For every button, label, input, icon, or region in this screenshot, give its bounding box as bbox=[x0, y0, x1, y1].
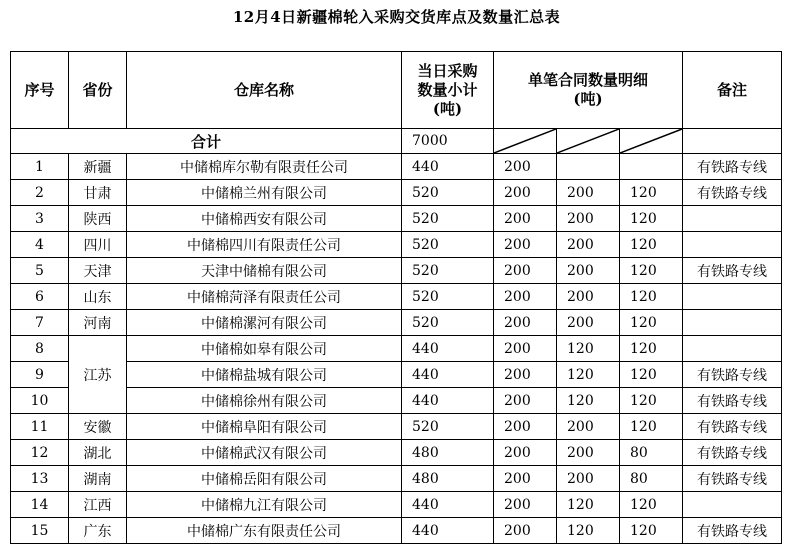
row-contract-2: 200 bbox=[557, 232, 620, 258]
row-contract-2: 200 bbox=[557, 258, 620, 284]
row-daily-subtotal: 440 bbox=[402, 388, 494, 414]
table-row bbox=[11, 258, 782, 284]
row-contract-3: 120 bbox=[620, 388, 683, 414]
row-seq: 3 bbox=[11, 206, 69, 232]
header-contract-detail bbox=[494, 52, 683, 129]
row-seq: 7 bbox=[11, 310, 69, 336]
row-warehouse: 中储棉西安有限公司 bbox=[127, 206, 402, 232]
diagonal-line bbox=[557, 129, 619, 153]
row-contract-1: 200 bbox=[494, 258, 557, 284]
row-contract-3: 120 bbox=[620, 310, 683, 336]
row-contract-1: 200 bbox=[494, 206, 557, 232]
total-diagonal-cell bbox=[494, 129, 557, 154]
row-contract-1: 200 bbox=[494, 466, 557, 492]
page-title: 12月4日新疆棉轮入采购交货库点及数量汇总表 bbox=[232, 8, 561, 26]
row-note: 有铁路专线 bbox=[683, 518, 782, 544]
row-contract-3: 80 bbox=[620, 440, 683, 466]
total-note bbox=[683, 129, 782, 154]
row-daily-subtotal: 520 bbox=[402, 310, 494, 336]
row-warehouse: 中储棉九江有限公司 bbox=[127, 492, 402, 518]
row-contract-2 bbox=[557, 154, 620, 180]
row-warehouse: 中储棉徐州有限公司 bbox=[127, 388, 402, 414]
row-province: 江西 bbox=[69, 492, 127, 518]
row-note bbox=[683, 232, 782, 258]
header-daily-subtotal bbox=[402, 52, 494, 129]
row-province: 天津 bbox=[69, 258, 127, 284]
row-contract-2: 200 bbox=[557, 206, 620, 232]
row-seq: 10 bbox=[11, 388, 69, 414]
row-warehouse: 中储棉盐城有限公司 bbox=[127, 362, 402, 388]
row-note: 有铁路专线 bbox=[683, 154, 782, 180]
row-contract-2: 120 bbox=[557, 388, 620, 414]
row-contract-1: 200 bbox=[494, 414, 557, 440]
row-warehouse: 中储棉四川有限责任公司 bbox=[127, 232, 402, 258]
row-note bbox=[683, 284, 782, 310]
row-warehouse: 中储棉库尔勒有限责任公司 bbox=[127, 154, 402, 180]
row-province: 陕西 bbox=[69, 206, 127, 232]
row-daily-subtotal: 520 bbox=[402, 180, 494, 206]
row-province: 山东 bbox=[69, 284, 127, 310]
header-note: 备注 bbox=[683, 52, 782, 129]
header-daily-line2: 数量小计 bbox=[417, 80, 478, 99]
row-province: 湖北 bbox=[69, 440, 127, 466]
row-warehouse: 中储棉岳阳有限公司 bbox=[127, 466, 402, 492]
table-row bbox=[11, 310, 782, 336]
table-row bbox=[11, 518, 782, 544]
row-contract-1: 200 bbox=[494, 180, 557, 206]
row-contract-3: 120 bbox=[620, 336, 683, 362]
row-contract-2: 120 bbox=[557, 492, 620, 518]
row-province: 新疆 bbox=[69, 154, 127, 180]
row-warehouse: 天津中储棉有限公司 bbox=[127, 258, 402, 284]
table-row bbox=[11, 206, 782, 232]
table-row bbox=[11, 414, 782, 440]
table-row bbox=[11, 492, 782, 518]
row-note: 有铁路专线 bbox=[683, 180, 782, 206]
table-row bbox=[11, 284, 782, 310]
row-province: 江苏 bbox=[69, 336, 127, 414]
row-warehouse: 中储棉漯河有限公司 bbox=[127, 310, 402, 336]
row-daily-subtotal: 520 bbox=[402, 284, 494, 310]
row-contract-3: 120 bbox=[620, 518, 683, 544]
total-diagonal-cell bbox=[557, 129, 620, 154]
row-seq: 14 bbox=[11, 492, 69, 518]
header-warehouse: 仓库名称 bbox=[127, 52, 402, 129]
row-daily-subtotal: 440 bbox=[402, 518, 494, 544]
table-row bbox=[11, 180, 782, 206]
table-row bbox=[11, 154, 782, 180]
row-warehouse: 中储棉菏泽有限责任公司 bbox=[127, 284, 402, 310]
row-warehouse: 中储棉兰州有限公司 bbox=[127, 180, 402, 206]
row-daily-subtotal: 480 bbox=[402, 466, 494, 492]
table-row bbox=[11, 232, 782, 258]
row-seq: 1 bbox=[11, 154, 69, 180]
table-row bbox=[11, 466, 782, 492]
table-row bbox=[11, 336, 782, 362]
row-contract-1: 200 bbox=[494, 310, 557, 336]
row-warehouse: 中储棉阜阳有限公司 bbox=[127, 414, 402, 440]
row-daily-subtotal: 520 bbox=[402, 232, 494, 258]
row-seq: 8 bbox=[11, 336, 69, 362]
row-contract-3: 120 bbox=[620, 180, 683, 206]
row-contract-3: 120 bbox=[620, 414, 683, 440]
row-contract-3: 120 bbox=[620, 284, 683, 310]
row-contract-1: 200 bbox=[494, 388, 557, 414]
row-note bbox=[683, 336, 782, 362]
row-daily-subtotal: 440 bbox=[402, 492, 494, 518]
total-label: 合计 bbox=[11, 129, 402, 154]
row-note bbox=[683, 310, 782, 336]
row-province: 甘肃 bbox=[69, 180, 127, 206]
row-seq: 6 bbox=[11, 284, 69, 310]
summary-table bbox=[10, 51, 782, 544]
header-detail-line1: 单笔合同数量明细 bbox=[528, 71, 649, 89]
header-province: 省份 bbox=[69, 52, 127, 129]
row-seq: 9 bbox=[11, 362, 69, 388]
row-note: 有铁路专线 bbox=[683, 258, 782, 284]
total-diagonal-cell bbox=[620, 129, 683, 154]
row-seq: 5 bbox=[11, 258, 69, 284]
row-contract-2: 200 bbox=[557, 440, 620, 466]
row-contract-3: 120 bbox=[620, 362, 683, 388]
row-contract-1: 200 bbox=[494, 518, 557, 544]
row-warehouse: 中储棉广东有限责任公司 bbox=[127, 518, 402, 544]
diagonal-line bbox=[620, 129, 682, 153]
row-note bbox=[683, 206, 782, 232]
row-note: 有铁路专线 bbox=[683, 440, 782, 466]
table-row bbox=[11, 388, 782, 414]
row-province: 四川 bbox=[69, 232, 127, 258]
row-seq: 4 bbox=[11, 232, 69, 258]
row-contract-3: 120 bbox=[620, 206, 683, 232]
row-contract-1: 200 bbox=[494, 154, 557, 180]
row-contract-1: 200 bbox=[494, 336, 557, 362]
row-daily-subtotal: 440 bbox=[402, 362, 494, 388]
row-contract-2: 120 bbox=[557, 518, 620, 544]
row-seq: 15 bbox=[11, 518, 69, 544]
row-note: 有铁路专线 bbox=[683, 362, 782, 388]
row-contract-1: 200 bbox=[494, 232, 557, 258]
row-contract-1: 200 bbox=[494, 440, 557, 466]
row-province: 安徽 bbox=[69, 414, 127, 440]
header-row bbox=[11, 52, 782, 129]
row-daily-subtotal: 440 bbox=[402, 154, 494, 180]
row-warehouse: 中储棉如皋有限公司 bbox=[127, 336, 402, 362]
header-daily-line3: (吨) bbox=[432, 99, 463, 118]
row-province: 广东 bbox=[69, 518, 127, 544]
row-contract-2: 200 bbox=[557, 310, 620, 336]
table-row bbox=[11, 440, 782, 466]
row-province: 湖南 bbox=[69, 466, 127, 492]
total-row bbox=[11, 129, 782, 154]
row-seq: 12 bbox=[11, 440, 69, 466]
total-value: 7000 bbox=[402, 129, 494, 154]
row-seq: 13 bbox=[11, 466, 69, 492]
row-daily-subtotal: 520 bbox=[402, 414, 494, 440]
row-seq: 11 bbox=[11, 414, 69, 440]
row-contract-1: 200 bbox=[494, 284, 557, 310]
row-note: 有铁路专线 bbox=[683, 388, 782, 414]
row-contract-3: 120 bbox=[620, 258, 683, 284]
header-detail-line2: (吨) bbox=[573, 90, 603, 108]
row-note: 有铁路专线 bbox=[683, 414, 782, 440]
row-contract-2: 120 bbox=[557, 336, 620, 362]
row-warehouse: 中储棉武汉有限公司 bbox=[127, 440, 402, 466]
row-note: 有铁路专线 bbox=[683, 466, 782, 492]
row-contract-2: 200 bbox=[557, 466, 620, 492]
header-daily-line1: 当日采购 bbox=[417, 61, 478, 80]
row-daily-subtotal: 480 bbox=[402, 440, 494, 466]
row-contract-3: 120 bbox=[620, 232, 683, 258]
row-contract-3: 120 bbox=[620, 492, 683, 518]
row-daily-subtotal: 520 bbox=[402, 206, 494, 232]
table-row bbox=[11, 362, 782, 388]
row-contract-3: 80 bbox=[620, 466, 683, 492]
row-province: 河南 bbox=[69, 310, 127, 336]
row-daily-subtotal: 520 bbox=[402, 258, 494, 284]
row-contract-1: 200 bbox=[494, 362, 557, 388]
row-contract-2: 120 bbox=[557, 362, 620, 388]
row-seq: 2 bbox=[11, 180, 69, 206]
row-contract-2: 200 bbox=[557, 414, 620, 440]
row-note bbox=[683, 492, 782, 518]
row-contract-3 bbox=[620, 154, 683, 180]
row-contract-1: 200 bbox=[494, 492, 557, 518]
row-contract-2: 200 bbox=[557, 180, 620, 206]
row-daily-subtotal: 440 bbox=[402, 336, 494, 362]
diagonal-line bbox=[494, 129, 556, 153]
row-contract-2: 200 bbox=[557, 284, 620, 310]
header-seq: 序号 bbox=[11, 52, 69, 129]
